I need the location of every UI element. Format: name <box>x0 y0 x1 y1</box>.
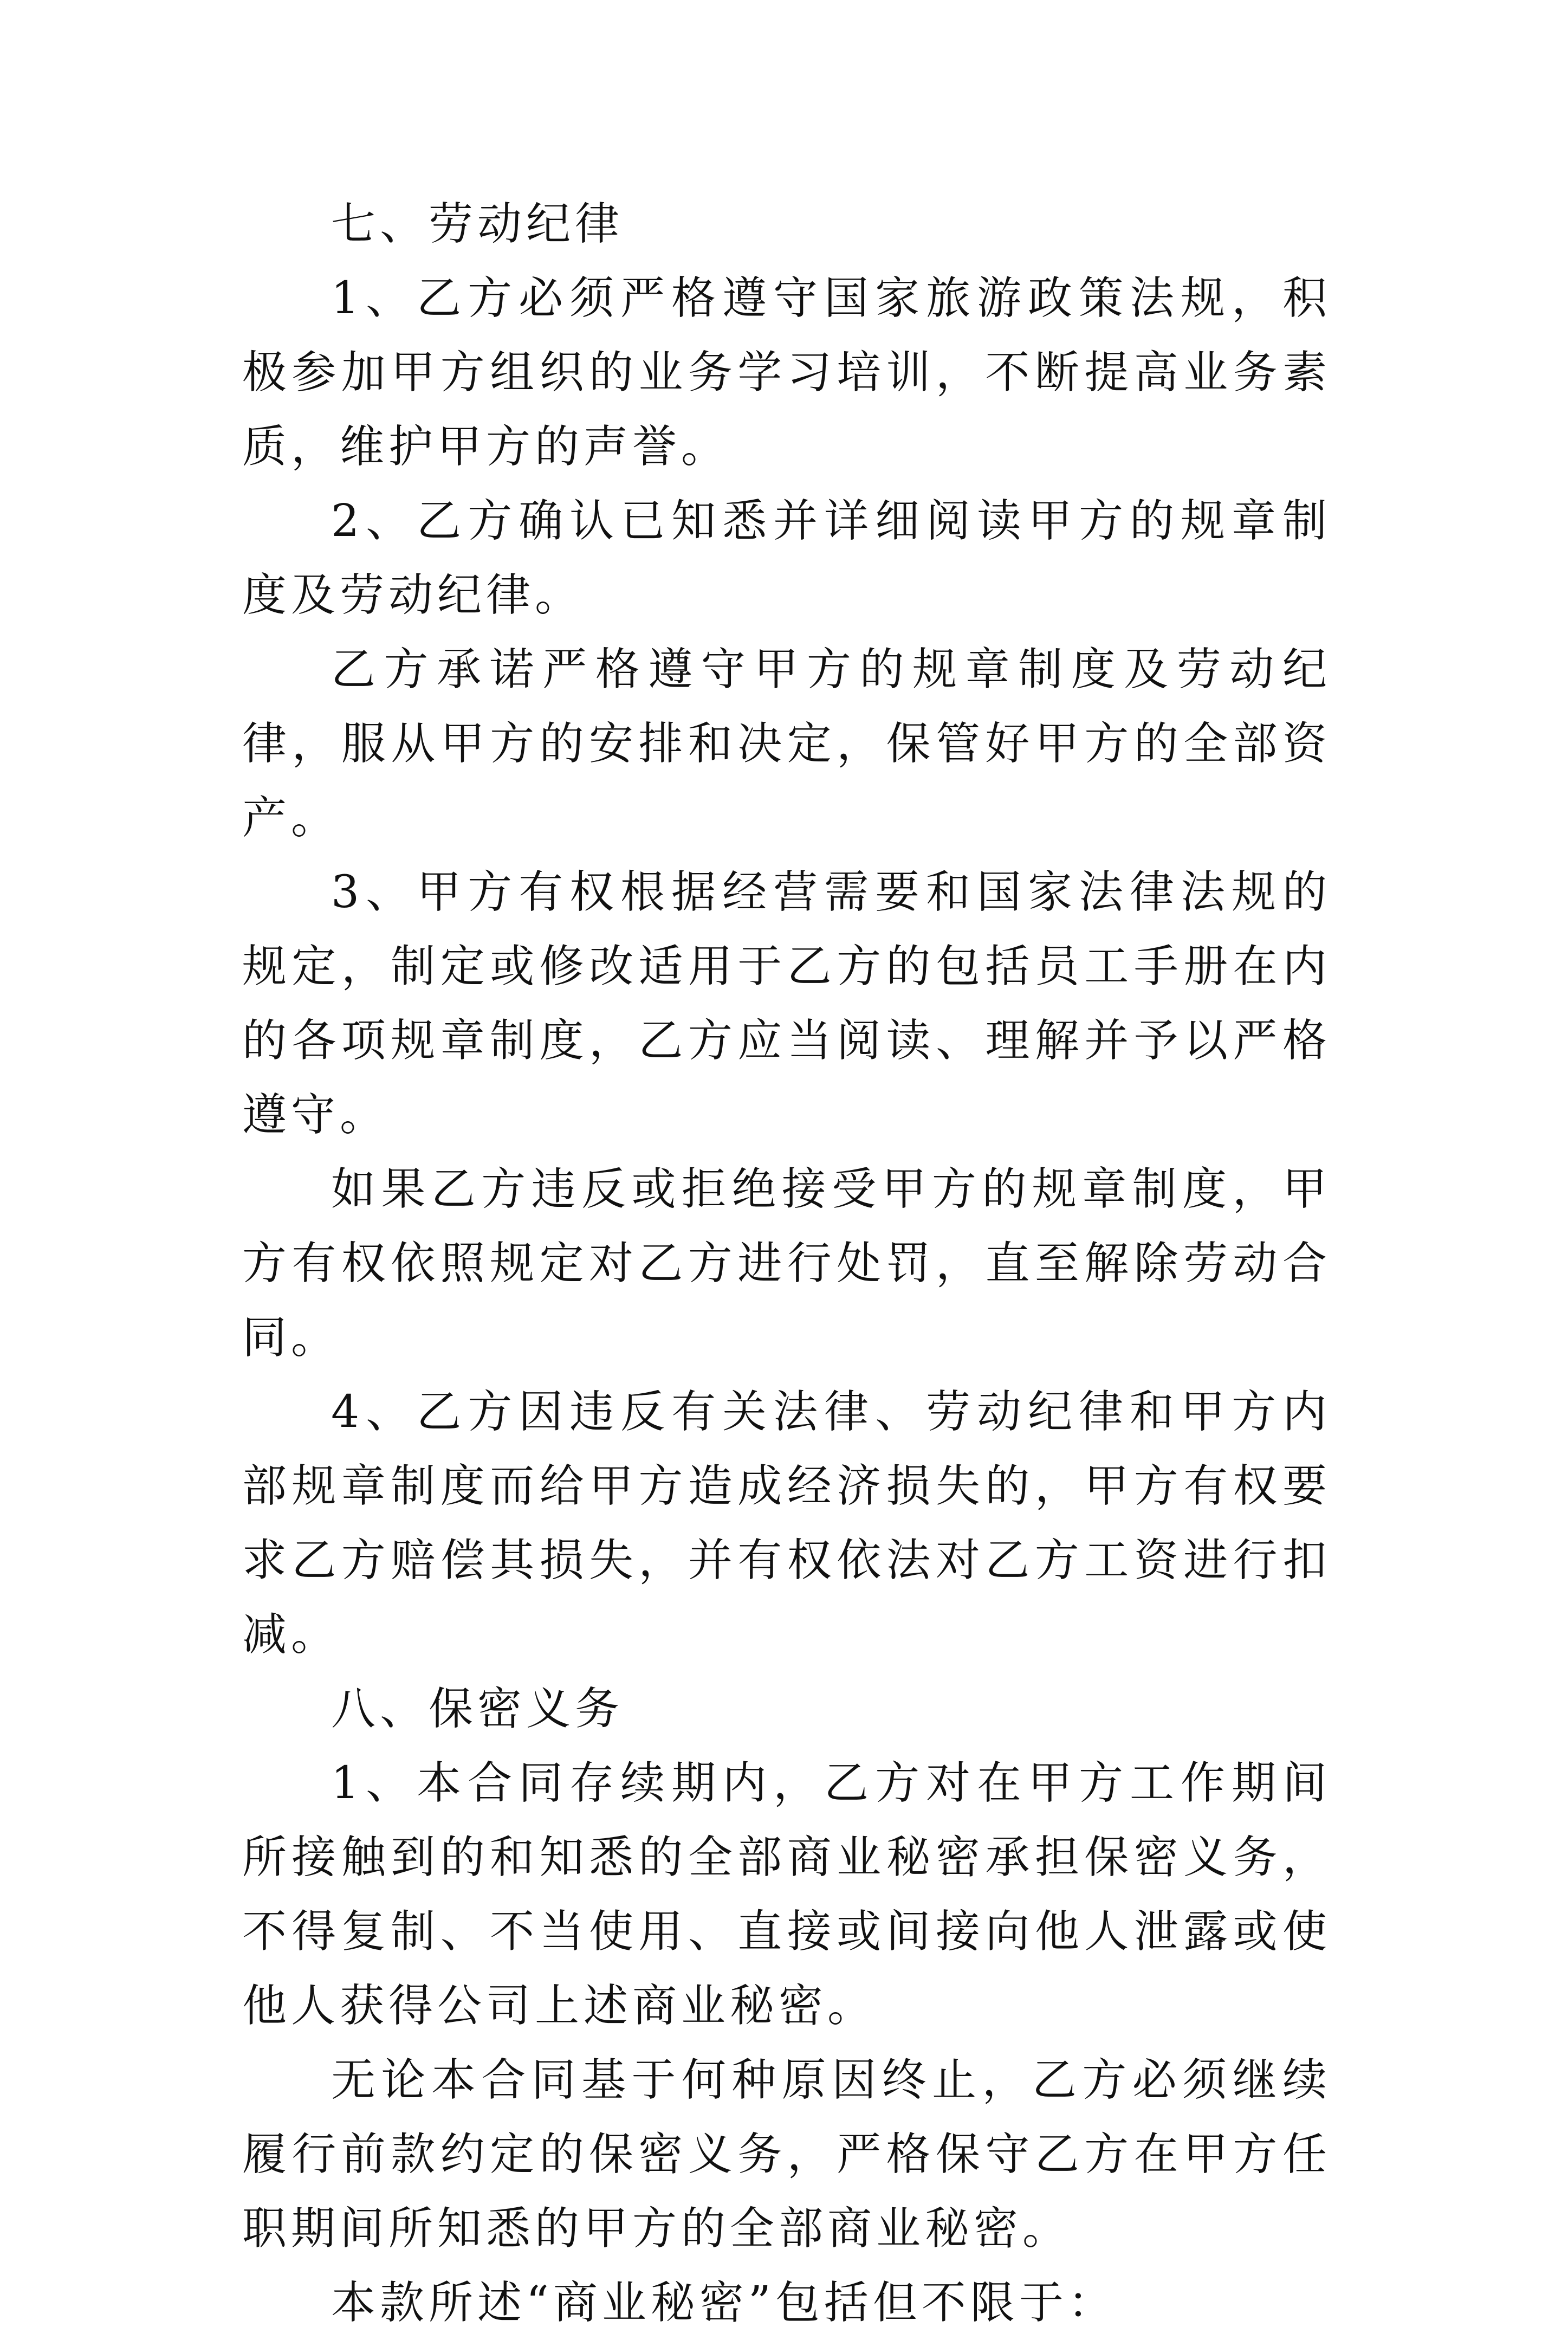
clause-8-1: 1、本合同存续期内，乙方对在甲方工作期间所接触到的和知悉的全部商业秘密承担保密义务，不得复制、不当使用、直接或间接向他人泄露或使他人获得公司上述商业秘密。 <box>242 1757 1331 2032</box>
clause-7-2: 2、乙方确认已知悉并详细阅读甲方的规章制度及劳动纪律。 <box>242 495 1331 621</box>
document-body <box>242 187 1331 2340</box>
clause-7-3-continued: 如果乙方违反或拒绝接受甲方的规章制度，甲方有权依照规定对乙方进行处罚，直至解除劳动合同。 <box>242 1163 1331 1363</box>
section-heading-confidentiality: 八、保密义务 <box>331 1683 624 1735</box>
clause-7-3: 3、甲方有权根据经营需要和国家法律法规的规定，制定或修改适用于乙方的包括员工手册在内的各项规章制度，乙方应当阅读、理解并予以严格遵守。 <box>242 867 1331 1141</box>
clause-7-1: 1、乙方必须严格遵守国家旅游政策法规，积极参加甲方组织的业务学习培训，不断提高业务素质，维护甲方的声誉。 <box>242 273 1331 473</box>
clause-7-2-continued: 乙方承诺严格遵守甲方的规章制度及劳动纪律，服从甲方的安排和决定，保管好甲方的全部资产。 <box>242 644 1331 844</box>
section-heading-labor-discipline: 七、劳动纪律 <box>331 198 624 250</box>
trade-secret-definition-intro: 本款所述“商业秘密”包括但不限于： <box>331 2277 1117 2329</box>
clause-7-4: 4、乙方因违反有关法律、劳动纪律和甲方内部规章制度而给甲方造成经济损失的，甲方有权要求乙方赔偿其损失，并有权依法对乙方工资进行扣减。 <box>242 1386 1331 1660</box>
clause-8-1-continued: 无论本合同基于何种原因终止，乙方必须继续履行前款约定的保密义务，严格保守乙方在甲方任职期间所知悉的甲方的全部商业秘密。 <box>242 2054 1331 2254</box>
